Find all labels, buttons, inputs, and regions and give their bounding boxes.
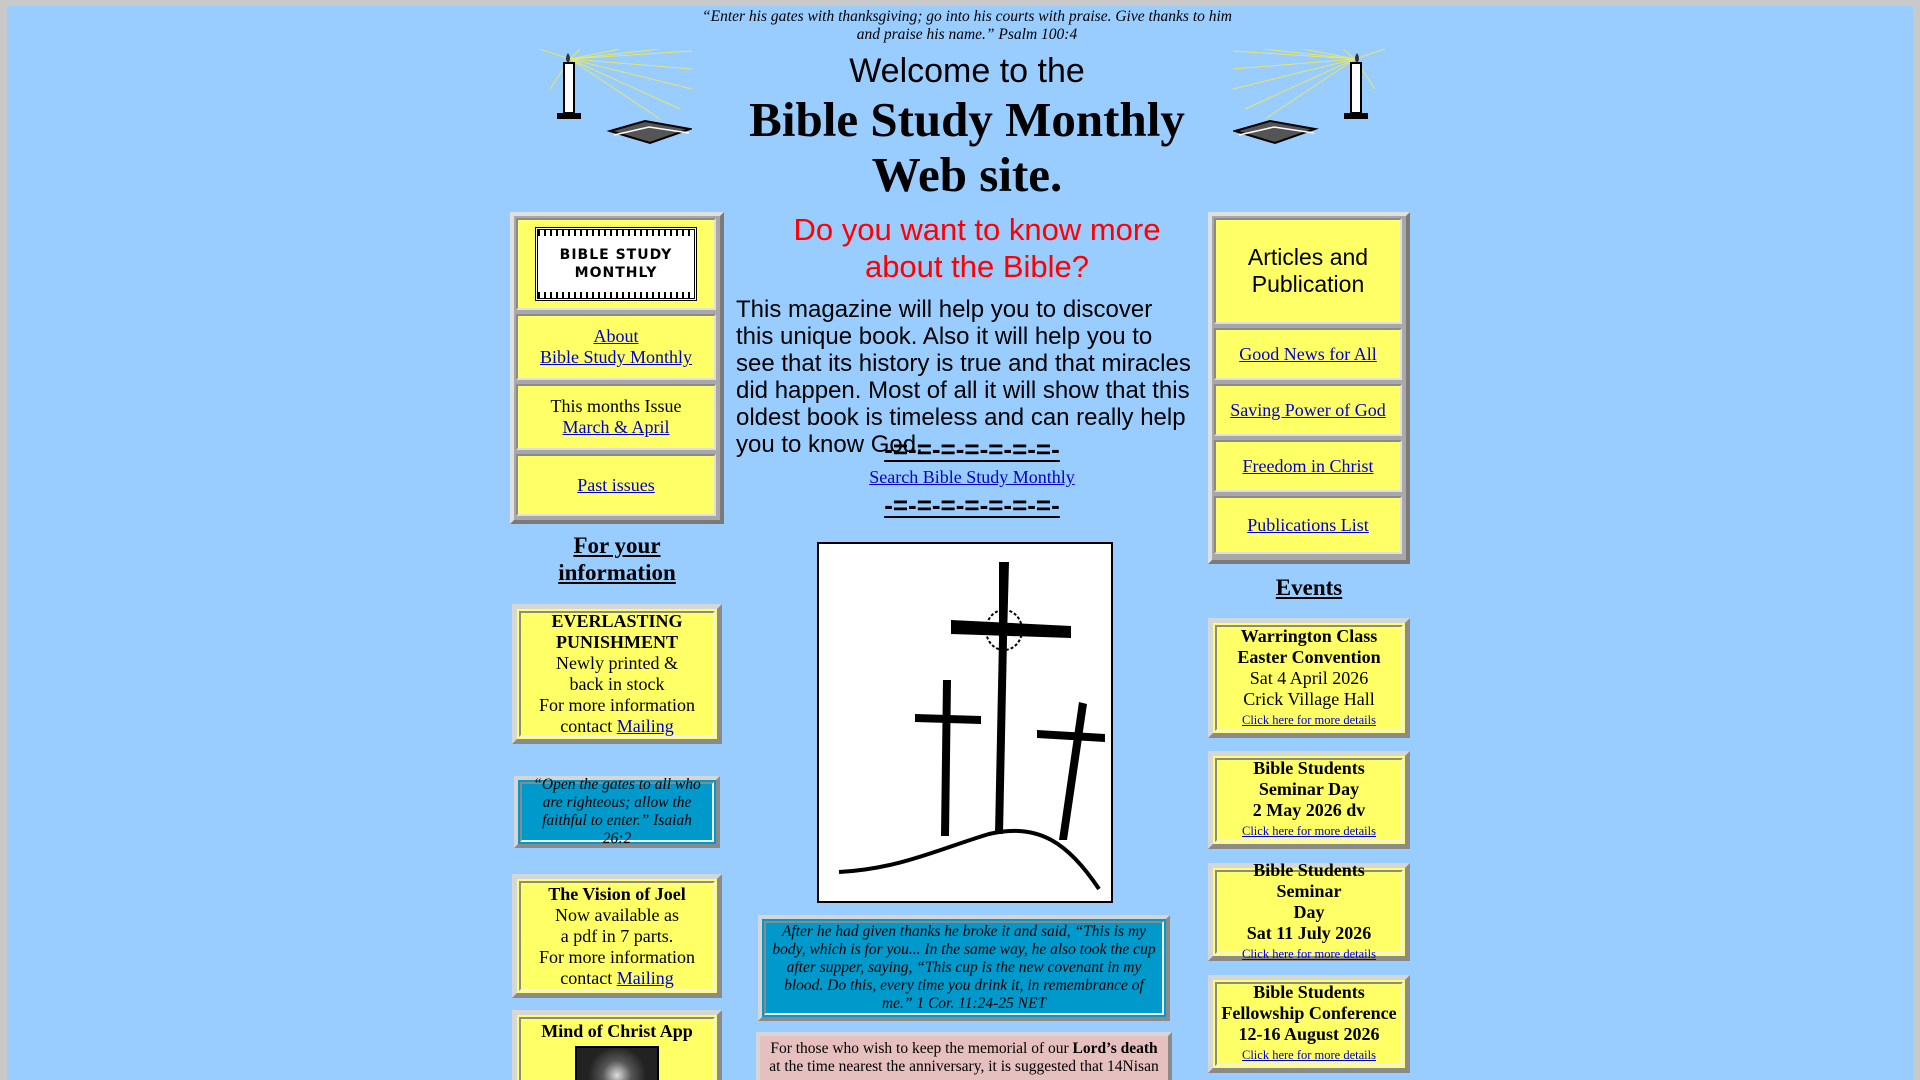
event-1-details-link[interactable]: Click here for more details <box>1242 712 1376 727</box>
articles-heading-cell <box>1214 218 1402 324</box>
welcome-text: Welcome to the <box>849 52 1085 90</box>
app-title: Mind of Christ App <box>541 1021 693 1041</box>
everlasting-contact-label: contact <box>560 716 613 736</box>
memorial-prefix: For those who wish to keep the memorial of our <box>770 1040 1069 1057</box>
intro-text: This magazine will help you to discover this unique book. Also it will help you to see that its history is true and that miracles did happen. Most of all it will show that this oldest book is timeless and can really help you to know God. <box>736 296 1191 458</box>
publications-list-link[interactable]: Publications List <box>1247 514 1369 535</box>
isaiah-quote: “Open the gates to all who are righteous; allow the faithful to enter.” Isaiah 26:2 <box>520 782 714 842</box>
isaiah-quote-box <box>514 776 720 848</box>
articles-heading-1: Articles and <box>1247 244 1369 270</box>
event-4-line1: Bible Students <box>1253 982 1365 1002</box>
articles-link-cell-2 <box>1214 384 1402 436</box>
event-4-line3: 12-16 August 2026 <box>1238 1024 1380 1044</box>
about-cell <box>516 314 716 380</box>
everlasting-title-1: EVERLASTING <box>551 611 683 631</box>
joel-contact <box>560 968 673 989</box>
joel-mailing-link[interactable]: Mailing <box>616 967 674 988</box>
communion-quote: After he had given thanks he broke it and said, “This is my body, which is for you... In the same way, he also took the cup after supper, saying, “This cup is the new covenant in my blood. Do this, every time you drink it, in remembrance of me.” 1 Cor. 11:24-25 NET <box>764 921 1164 1015</box>
top-verse: “Enter his gates with thanksgiving; go into his courts with praise. Give thanks to him and praise his name.” Psalm 100:4 <box>702 8 1232 43</box>
about-link-1[interactable]: About <box>593 326 639 346</box>
about-link-2[interactable]: Bible Study Monthly <box>539 347 692 367</box>
events-heading: Events <box>1275 575 1343 600</box>
event-3-line2: Day <box>1293 901 1325 922</box>
freedom-link[interactable]: Freedom in Christ <box>1242 455 1374 476</box>
everlasting-line3: For more information <box>539 695 695 715</box>
joel-line2: a pdf in 7 parts. <box>560 925 674 946</box>
good-news-link[interactable]: Good News for All <box>1239 343 1377 364</box>
joel-line3: For more information <box>539 946 695 967</box>
page <box>7 6 1913 1080</box>
past-issues-cell <box>516 454 716 516</box>
memorial-box <box>756 1032 1172 1080</box>
event-card-2 <box>1208 751 1410 849</box>
search-link[interactable]: Search Bible Study Monthly <box>869 467 1075 487</box>
articles-heading-2: Publication <box>1251 271 1365 297</box>
saving-power-link[interactable]: Saving Power of God <box>1230 399 1386 420</box>
candle-bible-image-right <box>1233 49 1385 151</box>
site-title-line1: Bible Study Monthly <box>749 92 1185 147</box>
left-nav-panel <box>510 212 724 524</box>
event-card-1 <box>1208 618 1410 738</box>
everlasting-line2: back in stock <box>569 674 665 694</box>
bsm-logo-cell <box>516 218 716 310</box>
three-crosses-image <box>817 542 1113 903</box>
info-heading-line1: For your <box>573 533 661 558</box>
articles-panel <box>1208 212 1410 564</box>
articles-link-cell-4 <box>1214 496 1402 554</box>
memorial-rest: at the time nearest the anniversary, it is suggested that 14Nisan <box>769 1058 1159 1075</box>
everlasting-line1: Newly printed & <box>556 653 678 673</box>
past-issues-link[interactable]: Past issues <box>577 474 655 495</box>
bsm-logo-text-1: BIBLE STUDY <box>559 247 673 263</box>
divider-bottom: -=-=-=-=-=-=-=- <box>884 490 1060 520</box>
site-title-line2: Web site. <box>871 147 1063 202</box>
app-icon[interactable] <box>575 1046 659 1080</box>
joel-box <box>512 874 722 998</box>
event-card-3 <box>1208 859 1410 961</box>
event-3-details-link[interactable]: Click here for more details <box>1242 946 1376 961</box>
event-3-line3: Sat 11 July 2026 <box>1246 922 1372 943</box>
event-1-date: Sat 4 April 2026 <box>1249 667 1369 688</box>
everlasting-contact <box>560 716 673 737</box>
event-4-details-link[interactable]: Click here for more details <box>1242 1048 1376 1062</box>
event-1-line2: Easter Convention <box>1237 646 1381 667</box>
communion-quote-box <box>758 915 1170 1021</box>
event-2-line3: 2 May 2026 dv <box>1252 800 1366 820</box>
event-1-line1: Warrington Class <box>1240 625 1378 646</box>
divider-top: -=-=-=-=-=-=-=- <box>884 434 1060 464</box>
bsm-logo[interactable] <box>535 227 697 301</box>
everlasting-box <box>512 604 722 744</box>
event-2-line2: Seminar Day <box>1258 779 1360 799</box>
joel-title: The Vision of Joel <box>548 883 686 904</box>
question-line2: about the Bible? <box>864 249 1090 284</box>
memorial-bold: Lord’s death <box>1072 1040 1158 1057</box>
info-heading-line2: information <box>558 560 676 585</box>
joel-contact-label: contact <box>560 967 613 988</box>
event-3-line1: Bible Students Seminar <box>1253 859 1365 901</box>
this-month-label: This months Issue <box>550 396 682 416</box>
app-box <box>512 1010 722 1080</box>
bsm-logo-text-2: MONTHLY <box>574 265 658 281</box>
joel-line1: Now available as <box>555 904 679 925</box>
question-line1: Do you want to know more <box>793 212 1161 247</box>
search-link-wrap <box>737 467 1207 488</box>
event-card-4 <box>1208 975 1410 1073</box>
event-4-line2: Fellowship Conference <box>1221 1003 1397 1023</box>
articles-link-cell-1 <box>1214 328 1402 380</box>
articles-link-cell-3 <box>1214 440 1402 492</box>
this-month-cell <box>516 384 716 450</box>
everlasting-mailing-link[interactable]: Mailing <box>616 716 674 736</box>
info-heading <box>510 532 724 586</box>
everlasting-title-2: PUNISHMENT <box>555 632 678 652</box>
candle-bible-image-left <box>540 49 692 151</box>
question-heading <box>737 211 1217 285</box>
site-title <box>697 92 1237 202</box>
this-month-link[interactable]: March & April <box>562 417 670 437</box>
event-1-venue: Crick Village Hall <box>1243 688 1375 709</box>
event-2-details-link[interactable]: Click here for more details <box>1242 824 1376 838</box>
event-2-line1: Bible Students <box>1253 758 1365 778</box>
